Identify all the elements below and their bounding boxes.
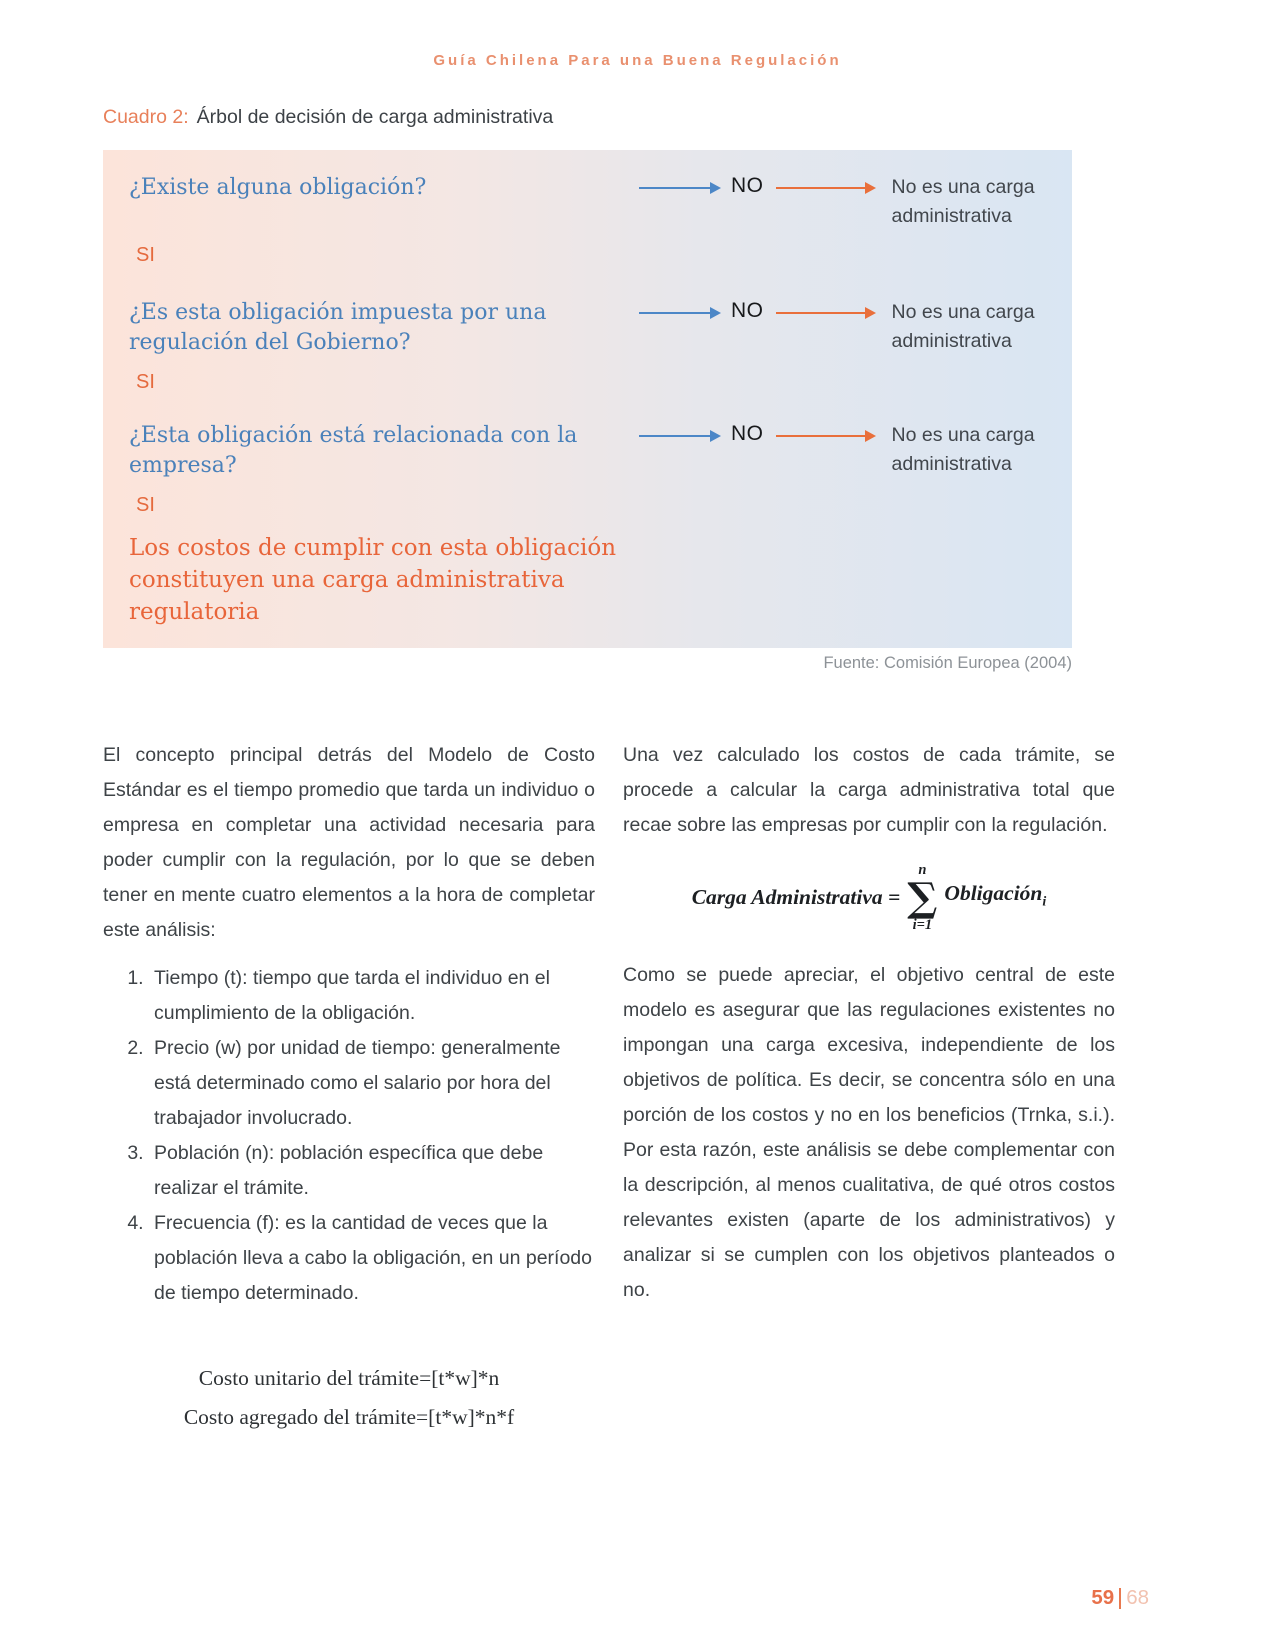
list-item: 3. Población (n): población específica que debe realizar el trámite.: [149, 1136, 595, 1206]
no-branch-label: NO: [731, 299, 764, 322]
figure-title: Árbol de decisión de carga administrativa: [196, 106, 554, 128]
no-branch-label: NO: [731, 422, 764, 445]
page-number: [1091, 1586, 1149, 1610]
running-header: Guía Chilena Para una Buena Regulación: [433, 52, 842, 69]
formula-rhs: Obligación$_i$: [944, 880, 1047, 910]
body-paragraph: El concepto principal detrás del Modelo de Costo Estándar es el tiempo promedio que tarda un individuo o empresa en completar una actividad necesaria para poder cumplir con la regulación, por lo que se deben tener en mente cuatro elementos a la hora de completar este análisis:: [103, 744, 595, 941]
question-text: ¿Es esta obligación impuesta por una regulación del Gobierno?: [129, 300, 547, 355]
list-item: 4. Frecuencia (f): es la cantidad de veces que la población lleva a cabo la obligación, en un período de tiempo determinado.: [149, 1206, 595, 1311]
yes-branch-label: SI: [136, 371, 155, 393]
tree-conclusion: Los costos de cumplir con esta obligación constituyen una carga administrativa regulatoria: [129, 535, 617, 625]
right-column: [623, 738, 1115, 1308]
sigma-glyph: ∑: [907, 873, 938, 921]
formula-unit-cost: Costo unitario del trámite=[t*w]*n: [198, 1366, 500, 1390]
outcome-text: No es una carga administrativa: [891, 424, 1035, 475]
decision-row: [129, 421, 1058, 481]
summation-formula: [623, 863, 1115, 932]
sigma-upper-limit: n: [918, 862, 927, 878]
body-paragraph: Una vez calculado los costos de cada trámite, se procede a calcular la carga administrativa total que recae sobre las empresas por cumplir con la regulación.: [623, 744, 1115, 836]
figure-caption: [103, 106, 553, 129]
list-item: 1. Tiempo (t): tiempo que tarda el individuo en el cumplimiento de la obligación.: [149, 961, 595, 1031]
decision-tree-box: [103, 150, 1072, 648]
right-arrow-icon: [639, 435, 719, 437]
sigma-lower-limit: i=1: [912, 916, 933, 933]
list-item: 2. Precio (w) por unidad de tiempo: generalmente está determinado como el salario por hora del trabajador involucrado.: [149, 1031, 595, 1136]
question-text: ¿Existe alguna obligación?: [129, 175, 427, 200]
page-number-divider: [1119, 1588, 1121, 1609]
formula-lhs: Carga Administrativa =: [691, 885, 901, 909]
question-text: ¿Esta obligación está relacionada con la empresa?: [129, 423, 578, 478]
formula-aggregate-cost: Costo agregado del trámite=[t*w]*n*f: [183, 1405, 515, 1429]
left-column: [103, 738, 595, 1437]
figure-source: Fuente: Comisión Europea (2004): [823, 654, 1072, 672]
right-arrow-icon: [776, 435, 874, 437]
decision-row: [129, 298, 1058, 358]
yes-branch-label: SI: [136, 244, 155, 266]
outcome-text: No es una carga administrativa: [891, 301, 1035, 352]
body-paragraph: Como se puede apreciar, el objetivo central de este modelo es asegurar que las regulaciones existentes no impongan una carga excesiva, independiente de los objetivos de política. Es decir, se concentra sólo en una porción de los costos y no en los beneficios (Trnka, s.i.). Por esta razón, este análisis se debe complementar con la descripción, al menos cualitativa, de qué otros costos relevantes existen (aparte de los administrativos) y analizar si se cumplen con los objetivos planteados o no.: [623, 964, 1115, 1301]
sigma-icon: [907, 863, 937, 932]
no-branch-label: NO: [731, 174, 764, 197]
decision-row: [129, 173, 1058, 231]
current-page: 59: [1091, 1586, 1115, 1609]
formula-rhs-subscript: i: [1042, 894, 1047, 910]
right-arrow-icon: [776, 312, 874, 314]
figure-label: Cuadro 2:: [103, 106, 189, 128]
elements-list: [103, 961, 595, 1311]
right-arrow-icon: [776, 187, 874, 189]
right-arrow-icon: [639, 187, 719, 189]
outcome-text: No es una carga administrativa: [891, 176, 1035, 227]
right-arrow-icon: [639, 312, 719, 314]
cost-formulas: [103, 1359, 595, 1437]
total-pages: 68: [1126, 1586, 1149, 1609]
yes-branch-label: SI: [136, 494, 155, 516]
